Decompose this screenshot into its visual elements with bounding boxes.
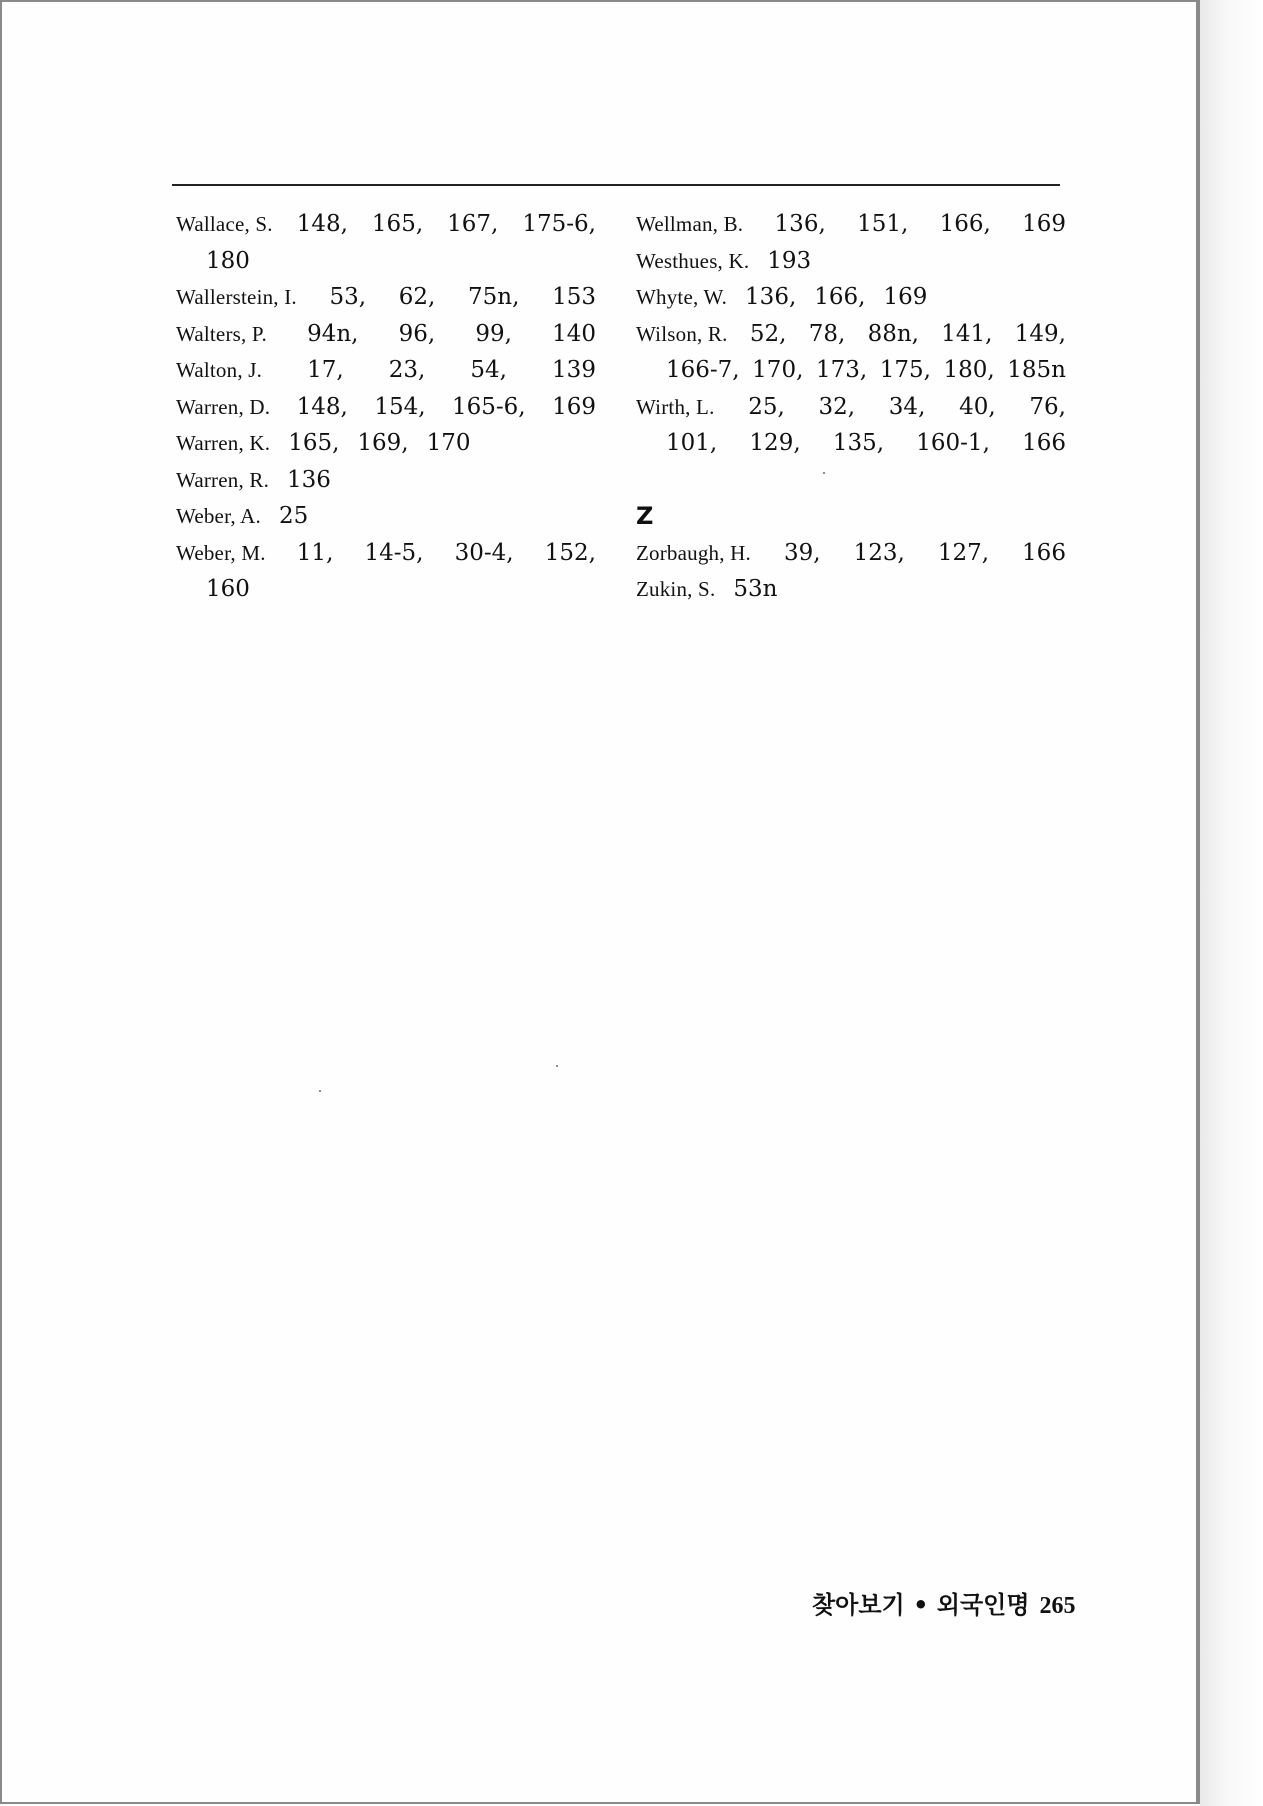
entry-line xyxy=(176,316,596,353)
page-reference: 165, xyxy=(288,430,340,456)
entry-name: Wilson, R. xyxy=(636,321,728,346)
page-reference: 54, xyxy=(470,357,507,383)
entry-line xyxy=(176,535,596,572)
index-entry xyxy=(636,389,1066,462)
page-reference: 136 xyxy=(287,466,331,493)
entry-line xyxy=(176,352,596,389)
index-entry xyxy=(636,535,1066,572)
entry-line xyxy=(176,389,596,426)
page-number: 265 xyxy=(1039,1593,1076,1619)
page-reference: 53, xyxy=(329,284,367,310)
page-reference: 165-6, xyxy=(451,393,526,420)
scan-speck xyxy=(823,472,825,474)
page-reference: 149, xyxy=(1014,320,1066,347)
index-entry xyxy=(176,206,596,279)
entry-line xyxy=(176,425,596,462)
entry-line xyxy=(176,279,596,316)
entry-name: Wallace, S. xyxy=(176,212,273,236)
index-column-right xyxy=(636,206,1066,608)
entry-name: Zukin, S. xyxy=(636,577,716,601)
page-reference: 169 xyxy=(1022,211,1066,237)
page-reference: 166 xyxy=(1022,430,1066,456)
page-reference: 127, xyxy=(937,539,990,566)
page-reference: 148, xyxy=(296,211,348,237)
page-reference: 166, xyxy=(814,284,866,310)
header-rule xyxy=(172,184,1060,186)
page-reference: 135, xyxy=(832,430,885,456)
page-reference: 30-4, xyxy=(454,539,514,566)
page-reference: 39, xyxy=(783,539,821,566)
page-reference: 154, xyxy=(374,393,426,420)
page-reference: 160 xyxy=(206,576,250,602)
entry-name: Wellman, B. xyxy=(636,212,744,236)
page-reference: 185n xyxy=(1007,357,1066,383)
entry-line xyxy=(636,243,1066,280)
page-reference: 175, xyxy=(879,357,931,383)
entry-continuation-line xyxy=(636,425,1066,462)
scan-speck xyxy=(319,1090,321,1092)
page-reference: 180, xyxy=(943,357,995,383)
index-entry xyxy=(636,571,1066,608)
page-reference: 169 xyxy=(883,284,928,310)
index-entry xyxy=(636,279,1066,316)
entry-line xyxy=(636,206,1066,243)
section-letter: Z xyxy=(636,502,654,530)
entry-line xyxy=(636,571,1066,608)
index-entry xyxy=(636,316,1066,389)
page-reference: 94n, xyxy=(307,320,359,347)
page-reference: 160-1, xyxy=(916,430,990,456)
entry-name: Wallerstein, I. xyxy=(176,285,297,309)
page-reference: 170 xyxy=(426,430,471,456)
page-reference: 148, xyxy=(296,393,348,420)
page-reference: 96, xyxy=(398,320,436,347)
page-footer xyxy=(812,1585,1076,1620)
entry-continuation-line xyxy=(176,571,596,608)
entry-name: Walters, P. xyxy=(176,321,267,346)
index-entry xyxy=(176,462,596,499)
page-reference: 53n xyxy=(733,576,778,602)
page-reference: 129, xyxy=(749,430,801,456)
page-reference: 123, xyxy=(853,539,905,566)
page-reference: 32, xyxy=(818,393,856,420)
page-reference: 11, xyxy=(296,539,334,566)
page-reference: 141, xyxy=(941,320,993,347)
page-reference: 151, xyxy=(857,211,909,237)
entry-line xyxy=(176,206,596,243)
page-reference: 152, xyxy=(544,539,596,566)
page-reference: 169 xyxy=(552,393,596,420)
index-column-left xyxy=(176,206,596,608)
page-reference: 34, xyxy=(888,393,926,420)
entry-continuation-line xyxy=(176,243,596,280)
index-entry xyxy=(176,279,596,316)
page-reference: 167, xyxy=(447,211,499,237)
page-reference: 165, xyxy=(371,211,424,237)
entry-name: Weber, A. xyxy=(176,504,261,528)
entry-line xyxy=(636,279,1066,316)
page-reference: 88n, xyxy=(867,320,919,347)
entry-name: Wirth, L. xyxy=(636,394,715,419)
scan-speck xyxy=(556,1065,558,1067)
page-reference: 78, xyxy=(808,320,846,347)
page-reference: 193 xyxy=(767,247,812,274)
index-entry xyxy=(176,316,596,353)
page-edge-shadow xyxy=(1200,0,1263,1806)
page-reference: 25, xyxy=(748,393,785,420)
page-reference: 180 xyxy=(206,247,250,274)
entry-name: Zorbaugh, H. xyxy=(636,540,751,565)
page-reference: 166 xyxy=(1022,539,1066,566)
page-reference: 25 xyxy=(279,503,309,529)
entry-name: Walton, J. xyxy=(176,358,263,382)
index-entry xyxy=(636,206,1066,243)
page-reference: 153 xyxy=(552,284,596,310)
page-reference: 99, xyxy=(475,320,512,347)
index-entry xyxy=(176,352,596,389)
entry-line xyxy=(636,389,1066,426)
page-reference: 175-6, xyxy=(522,211,596,237)
entry-line xyxy=(636,316,1066,353)
page-reference: 140 xyxy=(552,320,596,347)
entry-name: Warren, R. xyxy=(176,467,270,492)
entry-continuation-line xyxy=(636,352,1066,389)
page-reference: 169, xyxy=(357,430,409,456)
entry-name: Warren, K. xyxy=(176,431,271,455)
page-reference: 136, xyxy=(774,211,826,237)
index-entry xyxy=(176,535,596,608)
page-reference: 166, xyxy=(939,211,991,237)
page-reference: 101, xyxy=(666,430,718,456)
page-reference: 173, xyxy=(815,357,868,383)
entry-name: Weber, M. xyxy=(176,540,266,565)
entry-name: Westhues, K. xyxy=(636,248,750,273)
page-reference: 23, xyxy=(388,357,426,383)
footer-title: 찾아보기 • 외국인명 xyxy=(812,1591,1030,1619)
index-entry xyxy=(636,243,1066,280)
entry-line xyxy=(176,462,596,499)
entry-name: Whyte, W. xyxy=(636,285,728,309)
page-reference: 136, xyxy=(745,284,797,310)
section-gap xyxy=(636,462,1066,499)
entry-name: Warren, D. xyxy=(176,394,271,419)
index-entry xyxy=(176,389,596,426)
entry-line xyxy=(636,535,1066,572)
index-entry xyxy=(176,498,596,535)
index-entry xyxy=(176,425,596,462)
page-reference: 40, xyxy=(959,393,996,420)
page-reference: 52, xyxy=(749,320,787,347)
page-reference: 166-7, xyxy=(666,357,740,383)
page-reference: 170, xyxy=(752,357,804,383)
page-reference: 62, xyxy=(398,284,436,310)
page-reference: 139 xyxy=(552,357,596,383)
page-reference: 76, xyxy=(1029,393,1066,420)
page-reference: 75n, xyxy=(468,284,520,310)
entry-line xyxy=(176,498,596,535)
page-reference: 17, xyxy=(307,357,344,383)
page-reference: 14-5, xyxy=(364,539,424,566)
